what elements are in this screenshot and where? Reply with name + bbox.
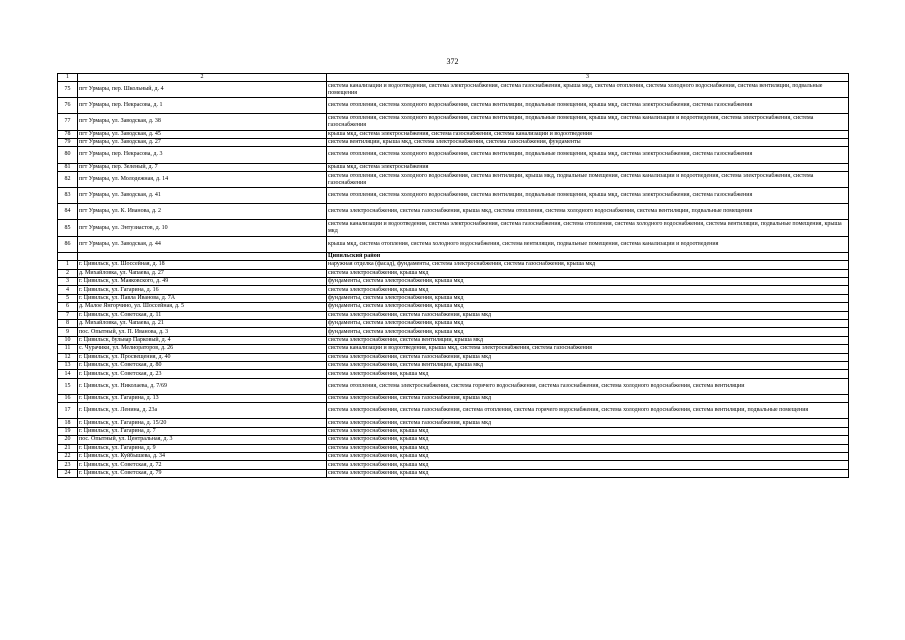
table-row <box>58 436 849 444</box>
table-row <box>58 336 849 344</box>
row-address: г. Цивильск, ул. Советская, д. 11 <box>78 311 327 319</box>
row-number: 11 <box>58 345 78 353</box>
row-number: 83 <box>58 188 78 204</box>
row-number: 23 <box>58 461 78 469</box>
row-address: пгт Урмары, ул. Заводская, д. 45 <box>78 130 327 138</box>
row-works: система электроснабжения, система вентиляции, крыша мкд <box>327 361 849 369</box>
row-address: пгт Урмары, пер. Школьный, д. 4 <box>78 82 327 98</box>
table-row <box>58 278 849 286</box>
table-row <box>58 82 849 98</box>
table-header-row <box>58 74 849 82</box>
row-number: 75 <box>58 82 78 98</box>
row-address: г. Цивильск, ул. Просвещения, д. 40 <box>78 353 327 361</box>
row-works: система электроснабжения, крыша мкд <box>327 286 849 294</box>
row-works: фундаменты, система электроснабжения, крыша мкд <box>327 319 849 327</box>
row-number: 10 <box>58 336 78 344</box>
row-number: 20 <box>58 436 78 444</box>
row-address: пос. Опытный, ул. П. Иванова, д. 3 <box>78 328 327 336</box>
row-number: 7 <box>58 311 78 319</box>
table-row <box>58 294 849 302</box>
table-row <box>58 370 849 378</box>
row-works: система электроснабжения, крыша мкд <box>327 469 849 477</box>
table-row <box>58 236 849 252</box>
row-works: система электроснабжения, система газоснабжения, система отопления, система горячего водоснабжения, система холодного водоснабжения, система вентиляции, подвальные помещения <box>327 403 849 419</box>
row-address: пгт Урмары, ул. Заводская, д. 44 <box>78 236 327 252</box>
row-works: система электроснабжения, система газоснабжения, крыша мкд <box>327 394 849 402</box>
table-row <box>58 461 849 469</box>
row-number: 15 <box>58 378 78 394</box>
row-works: система электроснабжения, система газоснабжения, крыша мкд <box>327 353 849 361</box>
row-works: система отопления, система холодного водоснабжения, система вентиляции, подвальные помещения, крыша мкд, система канализации и водоотведения, система электроснабжения, система газоснабжения <box>327 114 849 130</box>
row-works: система электроснабжения, крыша мкд <box>327 370 849 378</box>
row-address: д. Михайловка, ул. Чапаева, д. 27 <box>78 269 327 277</box>
row-address: г. Цивильск, ул. Советская, д. 79 <box>78 469 327 477</box>
row-address: пос. Опытный, ул. Центральная, д. 3 <box>78 436 327 444</box>
row-works: крыша мкд, система электроснабжения <box>327 163 849 171</box>
row-works: система отопления, система холодного водоснабжения, система вентиляции, подвальные помещения, крыша мкд, система электроснабжения, система газоснабжения <box>327 98 849 114</box>
row-number: 5 <box>58 294 78 302</box>
table-row <box>58 286 849 294</box>
header-col-3: 3 <box>327 74 849 82</box>
row-number: 13 <box>58 361 78 369</box>
row-number: 82 <box>58 171 78 187</box>
table-row <box>58 427 849 435</box>
section-header-row <box>58 252 849 260</box>
table-row <box>58 130 849 138</box>
row-number: 85 <box>58 220 78 236</box>
row-address: г. Цивильск, ул. Павла Иванова, д. 7А <box>78 294 327 302</box>
table-row <box>58 419 849 427</box>
row-address: г. Цивильск, ул. Гагарина, д. 15/20 <box>78 419 327 427</box>
row-works: система отопления, система холодного водоснабжения, система вентиляции, подвальные помещения, крыша мкд, система электроснабжения, система газоснабжения <box>327 188 849 204</box>
row-works: система электроснабжения, крыша мкд <box>327 444 849 452</box>
row-number: 6 <box>58 303 78 311</box>
table-row <box>58 303 849 311</box>
row-address: г. Цивильск, ул. Ленина, д. 23а <box>78 403 327 419</box>
table-row <box>58 378 849 394</box>
row-works: система электроснабжения, крыша мкд <box>327 453 849 461</box>
table-row <box>58 328 849 336</box>
section-title: Цивильский район <box>327 252 849 260</box>
row-number: 1 <box>58 261 78 269</box>
row-address: г. Цивильск, ул. Николаева, д. 7/69 <box>78 378 327 394</box>
row-number: 21 <box>58 444 78 452</box>
row-number: 22 <box>58 453 78 461</box>
row-works: фундаменты, система электроснабжения, крыша мкд <box>327 278 849 286</box>
table-row <box>58 171 849 187</box>
row-works: система электроснабжения, система газоснабжения, крыша мкд, система отопления, система холодного водоснабжения, система вентиляции, подвальные помещения <box>327 204 849 220</box>
row-number: 8 <box>58 319 78 327</box>
row-address: г. Цивильск, ул. Гагарина, д. 13 <box>78 394 327 402</box>
row-address: пгт Урмары, ул. Заводская, д. 27 <box>78 138 327 146</box>
row-number: 17 <box>58 403 78 419</box>
row-address: пгт Урмары, пер. Некрасова, д. 3 <box>78 147 327 163</box>
table-row <box>58 361 849 369</box>
row-address: г. Цивильск, ул. Гагарина, д. 9 <box>78 444 327 452</box>
row-works: система вентиляции, крыша мкд, система электроснабжения, система газоснабжения, фундаменты <box>327 138 849 146</box>
row-number: 4 <box>58 286 78 294</box>
row-number: 3 <box>58 278 78 286</box>
row-works: система канализации и водоотведения, крыша мкд, система электроснабжения, система газоснабжения <box>327 345 849 353</box>
row-works: система отопления, система электроснабжения, система горячего водоснабжения, система газоснабжения, система холодного водоснабжения, система вентиляции <box>327 378 849 394</box>
row-address: пгт Урмары, пер. Некрасова, д. 1 <box>78 98 327 114</box>
row-works: крыша мкд, система электроснабжения, система газоснабжения, система канализации и водоотведения <box>327 130 849 138</box>
row-number: 80 <box>58 147 78 163</box>
table-row <box>58 220 849 236</box>
row-works: система канализации и водоотведения, система электроснабжения, система газоснабжения, крыша мкд, система отопления, система холодного водоснабжения, система вентиляции, подвальные помещения <box>327 82 849 98</box>
row-works: фундаменты, система электроснабжения, крыша мкд <box>327 328 849 336</box>
row-number: 76 <box>58 98 78 114</box>
row-number: 77 <box>58 114 78 130</box>
header-col-1: 1 <box>58 74 78 82</box>
row-number: 24 <box>58 469 78 477</box>
table-row <box>58 444 849 452</box>
section-empty-cell <box>58 252 78 260</box>
row-works: система электроснабжения, система газоснабжения, крыша мкд <box>327 311 849 319</box>
table-row <box>58 114 849 130</box>
table-row <box>58 98 849 114</box>
row-number: 16 <box>58 394 78 402</box>
row-address: г. Цивильск, ул. Гагарина, д. 16 <box>78 286 327 294</box>
row-works: наружная отделка (фасад), фундаменты, система электроснабжения, система газоснабжения, крыша мкд <box>327 261 849 269</box>
row-address: пгт Урмары, пер. Зеленый, д. 7 <box>78 163 327 171</box>
row-address: пгт Урмары, ул. Энтузиастов, д. 10 <box>78 220 327 236</box>
table-row <box>58 394 849 402</box>
row-address: пгт Урмары, ул. К. Иванова, д. 2 <box>78 204 327 220</box>
row-number: 14 <box>58 370 78 378</box>
row-number: 2 <box>58 269 78 277</box>
row-address: г. Цивильск, ул. Советская, д. 23 <box>78 370 327 378</box>
table-row <box>58 403 849 419</box>
table-row <box>58 204 849 220</box>
works-table-body <box>58 74 849 478</box>
row-address: пгт Урмары, ул. Молодежная, д. 14 <box>78 171 327 187</box>
row-number: 84 <box>58 204 78 220</box>
row-address: г. Цивильск, ул. Советская, д. 80 <box>78 361 327 369</box>
table-row <box>58 269 849 277</box>
table-row <box>58 261 849 269</box>
row-works: система электроснабжения, система газоснабжения, крыша мкд <box>327 419 849 427</box>
works-table <box>57 73 849 478</box>
table-row <box>58 163 849 171</box>
header-col-2: 2 <box>78 74 327 82</box>
page-number: 372 <box>446 57 459 66</box>
row-address: г. Цивильск, ул. Куйбышева, д. 34 <box>78 453 327 461</box>
row-works: система электроснабжения, крыша мкд <box>327 461 849 469</box>
table-row <box>58 345 849 353</box>
row-works: система канализации и водоотведения, система электроснабжения, система газоснабжения, система отопления, система холодного водоснабжения, система вентиляции, подвальные помещения, крыша мкд <box>327 220 849 236</box>
table-row <box>58 319 849 327</box>
row-works: система отопления, система холодного водоснабжения, система вентиляции, крыша мкд, подвальные помещения, система канализации и водоотведения, система электроснабжения, система газоснабжения <box>327 171 849 187</box>
table-row <box>58 469 849 477</box>
row-address: пгт Урмары, ул. Заводская, д. 38 <box>78 114 327 130</box>
row-number: 19 <box>58 427 78 435</box>
row-address: г. Цивильск, ул. Маяковского, д. 49 <box>78 278 327 286</box>
row-works: крыша мкд, система отопления, система холодного водоснабжения, система вентиляции, подвальные помещения, система канализации и водоотведения <box>327 236 849 252</box>
row-number: 86 <box>58 236 78 252</box>
table-row <box>58 353 849 361</box>
table-row <box>58 147 849 163</box>
row-number: 18 <box>58 419 78 427</box>
table-row <box>58 188 849 204</box>
row-address: д. Малое Янгорчино, ул. Шоссейная, д. 5 <box>78 303 327 311</box>
row-works: система отопления, система холодного водоснабжения, система вентиляции, подвальные помещения, крыша мкд, система электроснабжения, система газоснабжения <box>327 147 849 163</box>
row-works: система электроснабжения, крыша мкд <box>327 427 849 435</box>
row-number: 78 <box>58 130 78 138</box>
row-works: фундаменты, система электроснабжения, крыша мкд <box>327 294 849 302</box>
row-address: д. Михайловка, ул. Чапаева, д. 21 <box>78 319 327 327</box>
row-number: 79 <box>58 138 78 146</box>
row-number: 12 <box>58 353 78 361</box>
section-empty-cell <box>78 252 327 260</box>
row-address: г. Цивильск, ул. Шоссейная, д. 18 <box>78 261 327 269</box>
row-address: г. Цивильск, ул. Гагарина, д. 7 <box>78 427 327 435</box>
row-address: с. Чурачики, ул. Мелиораторов, д. 26 <box>78 345 327 353</box>
table-row <box>58 138 849 146</box>
row-works: фундаменты, система электроснабжения, крыша мкд <box>327 303 849 311</box>
row-address: пгт Урмары, ул. Заводская, д. 41 <box>78 188 327 204</box>
table-row <box>58 453 849 461</box>
row-address: г. Цивильск, бульвар Парковый, д. 4 <box>78 336 327 344</box>
table-row <box>58 311 849 319</box>
row-number: 9 <box>58 328 78 336</box>
row-works: система электроснабжения, крыша мкд <box>327 436 849 444</box>
row-works: система электроснабжения, система вентиляции, крыша мкд <box>327 336 849 344</box>
row-works: система электроснабжения, крыша мкд <box>327 269 849 277</box>
row-number: 81 <box>58 163 78 171</box>
row-address: г. Цивильск, ул. Советская, д. 72 <box>78 461 327 469</box>
